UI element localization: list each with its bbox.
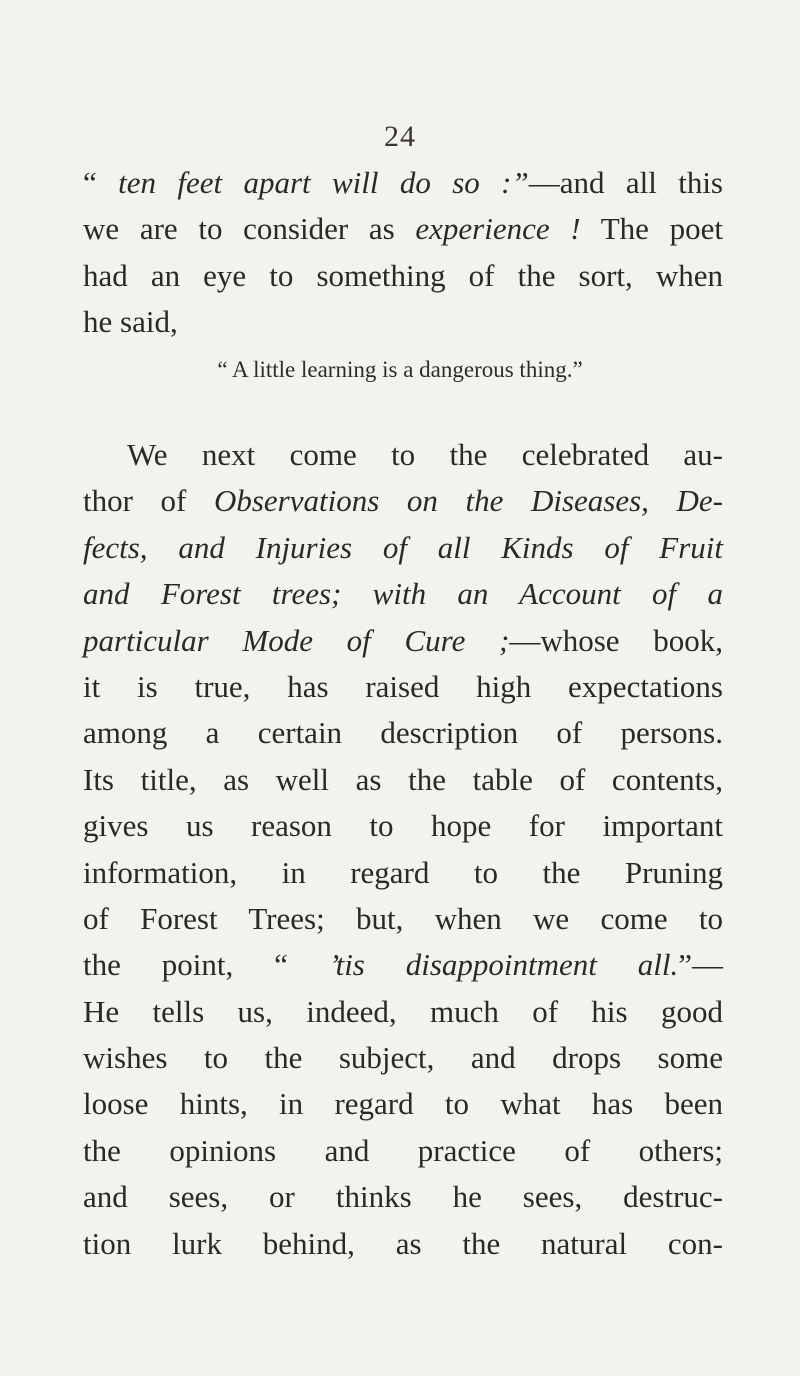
text-line: the point, “ ’tis disappointment all.”— [83, 947, 723, 983]
text-line: gives us reason to hope for important [83, 808, 723, 844]
text-line: we are to consider as experience ! The poet [83, 211, 723, 247]
text-line: and Forest trees; with an Account of a [83, 576, 723, 612]
text-line: He tells us, indeed, much of his good [83, 993, 723, 1029]
text-line: information, in regard to the Pruning [83, 854, 723, 890]
text-line: Its title, as well as the table of contents, [83, 761, 723, 797]
paragraph-1 [83, 160, 723, 346]
text-line: of Forest Trees; but, when we come to [83, 900, 723, 936]
text-line: “ ten feet apart will do so :”—and all this [83, 165, 723, 200]
paragraph-2 [83, 432, 723, 1267]
text-line: tion lurk behind, as the natural con- [83, 1225, 723, 1261]
verse-quotation: “ A little learning is a dangerous thing.” [217, 357, 583, 382]
page-number: 24 [384, 120, 416, 153]
text-line: We next come to the celebrated au- [127, 437, 723, 472]
text-line: among a certain description of persons. [83, 715, 723, 751]
text-line: had an eye to something of the sort, when [83, 257, 723, 293]
text-line: and sees, or thinks he sees, destruc- [83, 1179, 723, 1215]
text-line: fects, and Injuries of all Kinds of Fruit [83, 529, 723, 565]
text-line: the opinions and practice of others; [83, 1132, 723, 1168]
text-line: thor of Observations on the Diseases, De- [83, 483, 723, 519]
text-line: he said, [83, 304, 178, 340]
text-line: it is true, has raised high expectations [83, 668, 723, 704]
text-line: particular Mode of Cure ;—whose book, [83, 622, 723, 658]
text-line: loose hints, in regard to what has been [83, 1086, 723, 1122]
text-line: wishes to the subject, and drops some [83, 1040, 723, 1076]
